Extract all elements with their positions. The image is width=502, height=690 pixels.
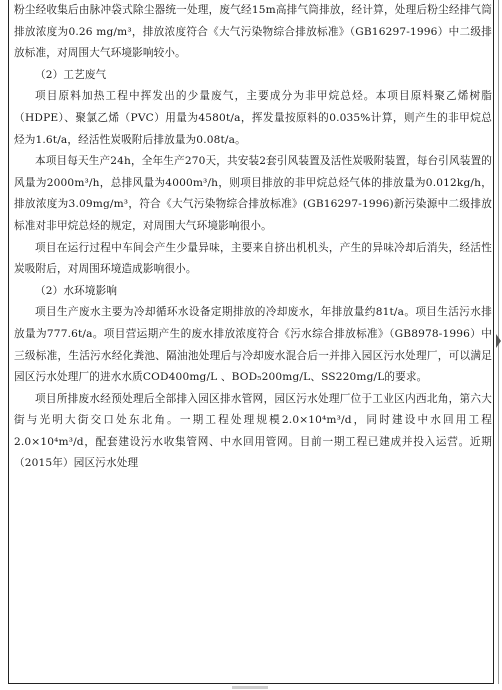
paragraph-odor: 项目在运行过程中车间会产生少量异味，主要来自挤出机机头，产生的异味冷却后消失，经活性炭吸附后，对周围环境造成影响很小。 [14,241,492,276]
paragraph-process-gas-emission: 本项目每天生产24h，全年生产270天，共安装2套引风装置及活性炭吸附装置，每台引风装置的风量为2000m³/h，总排风量为4000m³/h，则项目排放的非甲烷总烃气体的排放量为0.012kg/h，排放浓度为3.09mg/m³，符合《大气污染物综合排放标准》(GB16297-1996)新污染源中二级排放标准对非甲烷总烃的规定，对周围大气环境影响很小。 [14,155,492,232]
scroll-arrow-icon[interactable] [496,334,501,348]
page-bottom-mark [232,686,268,689]
paragraph-dust-emission: 粉尘经收集后由脉冲袋式除尘器统一处理，废气经15m高排气筒排放，经计算，处理后粉尘经排气筒排放浓度为0.26 mg/m³，排放浓度符合《大气污染物综合排放标准》（GB16297-1996）中二级排放标准，对周围大气环境影响较小。 [14,4,492,60]
paragraph-wastewater: 项目生产废水主要为冷却循环水设备定期排放的冷却废水，年排放量约81t/a。项目生活污水排放量为777.6t/a。项目营运期产生的废水排放浓度符合《污水综合排放标准》（GB8978-1996）中三级标准，生活污水经化粪池、隔油池处理后与冷却废水混合后一并排入园区污水处理厂，可以满足园区污水处理厂的进水水质COD400mg/L 、BOD₅200mg/L、SS220mg/L的要求。 [14,306,492,384]
paragraph-process-gas-source: 项目原料加热工程中挥发出的少量废气，主要成分为非甲烷总烃。本项目原料聚乙烯树脂（HDPE）、聚氯乙烯（PVC）用量为4580t/a，挥发量按原料的0.035%计算，则产生的非甲烷总烃为1.6t/a，经活性炭吸附后排放量为0.08t/a。 [14,90,492,146]
document-body [14,0,492,475]
heading-water-impact: （2）水环境影响 [35,284,118,297]
heading-process-waste-gas: （2）工艺废气 [35,68,107,81]
paragraph-sewage-plant: 项目所排废水经预处理后全部排入园区排水管网，园区污水处理厂位于工业区内西北角，第六大街与光明大街交口处东北角。一期工程处理规模2.0×10⁴m³/d，同时建设中水回用工程2.0×10⁴m³/d，配套建设污水收集管网、中水回用管网。目前一期工程已建成并投入运营。近期（2015年）园区污水处理 [14,392,492,470]
